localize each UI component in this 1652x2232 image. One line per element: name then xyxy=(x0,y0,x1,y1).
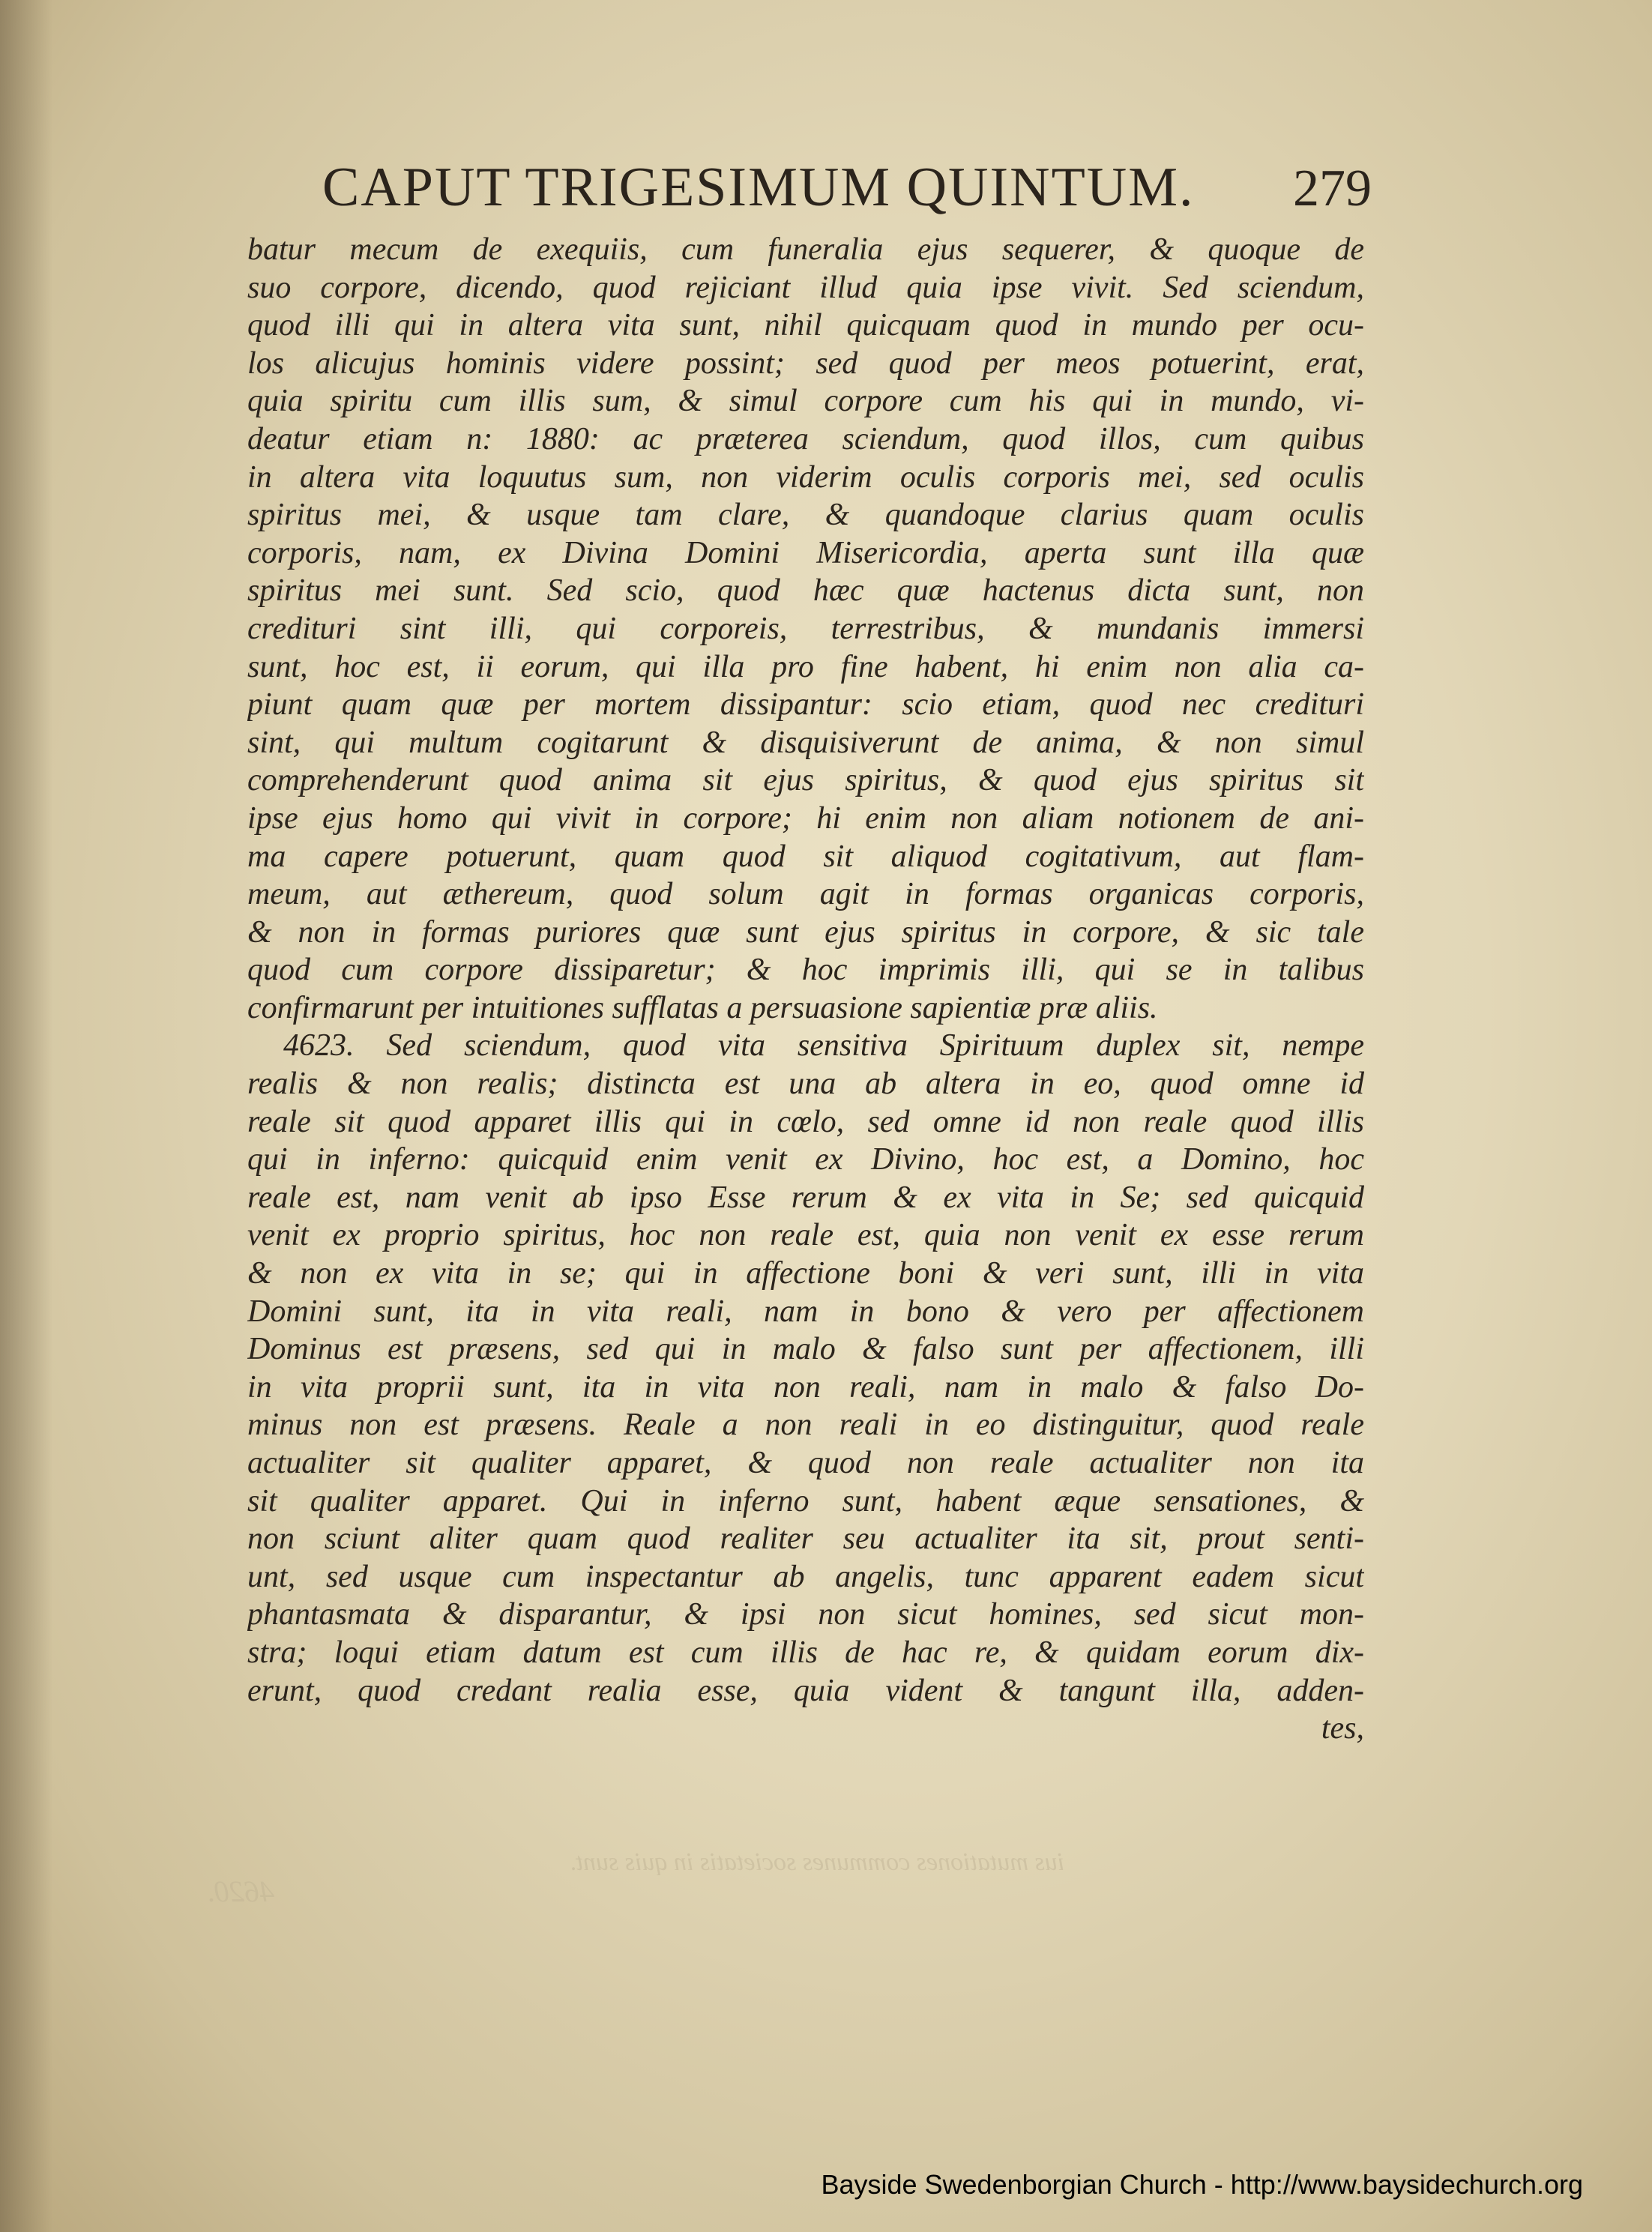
text-line: realis & non realis; distincta est una ab altera in eo, quod omne id xyxy=(247,1067,1364,1102)
text-line: sint, qui multum cogitarunt & disquisiverunt de anima, & non simul xyxy=(247,725,1364,760)
text-line: reale est, nam venit ab ipso Esse rerum & ex vita in Se; sed quicquid xyxy=(247,1180,1364,1215)
text-line: suo corpore, dicendo, quod rejiciant illud quia ipse vivit. Sed sciendum, xyxy=(247,270,1364,305)
running-title: CAPUT TRIGESIMUM QUINTUM. xyxy=(322,157,1195,218)
text-line: qui in inferno: quicquid enim venit ex Divino, hoc est, a Domino, hoc xyxy=(247,1142,1364,1177)
paragraph-start-line: 4623. Sed sciendum, quod vita sensitiva Spirituum duplex sit, nempe xyxy=(283,1028,1364,1064)
text-line: piunt quam quæ per mortem dissipantur: scio etiam, quod nec credituri xyxy=(247,687,1364,723)
text-line: meum, aut æthereum, quod solum agit in formas organicas corporis, xyxy=(247,877,1364,912)
bleed-through-text: ius mutationes communes societatis in quis sunt. xyxy=(570,1848,1065,1876)
page-number: 279 xyxy=(1293,160,1372,217)
text-line: actualiter sit qualiter apparet, & quod non reale actualiter non ita xyxy=(247,1446,1364,1480)
text-line: batur mecum de exequiis, cum funeralia ejus sequerer, & quoque de xyxy=(247,232,1364,267)
watermark-credit: Bayside Swedenborgian Church - http://www.baysidechurch.org xyxy=(821,2169,1583,2200)
text-line: quod illi qui in altera vita sunt, nihil quicquam quod in mundo per ocu- xyxy=(247,308,1364,343)
text-line: quia spiritu cum illis sum, & simul corpore cum his qui in mundo, vi- xyxy=(247,384,1364,419)
bleed-through-number: 4620. xyxy=(207,1874,274,1908)
text-line: corporis, nam, ex Divina Domini Misericordia, aperta sunt illa quæ xyxy=(247,535,1364,570)
binding-shadow xyxy=(0,0,52,2232)
text-line: los alicujus hominis videre possint; sed quod per meos potuerint, erat, xyxy=(247,346,1364,381)
text-line: venit ex proprio spiritus, hoc non reale est, quia non venit ex esse rerum xyxy=(247,1218,1364,1253)
text-line: minus non est præsens. Reale a non reali in eo distinguitur, quod reale xyxy=(247,1408,1364,1443)
text-line: in altera vita loquutus sum, non viderim oculis corporis mei, sed oculis xyxy=(247,459,1364,495)
text-line: sit qualiter apparet. Qui in inferno sunt, habent æque sensationes, & xyxy=(247,1483,1364,1518)
text-line: deatur etiam n: 1880: ac præterea sciendum, quod illos, cum quibus xyxy=(247,421,1364,456)
text-line: confirmarunt per intuitiones sufflatas a persuasione sapientiæ præ aliis. xyxy=(247,990,1158,1025)
text-line: reale sit quod apparet illis qui in cœlo, sed omne id non reale quod illis xyxy=(247,1104,1364,1139)
text-line: sunt, hoc est, ii eorum, qui illa pro fine habent, hi enim non alia ca- xyxy=(247,649,1364,684)
text-line: non sciunt aliter quam quod realiter seu actualiter ita sit, prout senti- xyxy=(247,1521,1364,1557)
text-line: ma capere potuerunt, quam quod sit aliquod cogitativum, aut flam- xyxy=(247,839,1364,874)
text-line: stra; loqui etiam datum est cum illis de hac re, & quidam eorum dix- xyxy=(247,1635,1364,1670)
text-line: unt, sed usque cum inspectantur ab angelis, tunc apparent eadem sicut xyxy=(247,1559,1364,1594)
text-line: & non ex vita in se; qui in affectione boni & veri sunt, illi in vita xyxy=(247,1256,1364,1291)
text-line: erunt, quod credant realia esse, quia vident & tangunt illa, adden- xyxy=(247,1673,1364,1708)
text-line: Dominus est præsens, sed qui in malo & falso sunt per affectionem, illi xyxy=(247,1332,1364,1367)
text-line: ipse ejus homo qui vivit in corpore; hi enim non aliam notionem de ani- xyxy=(247,800,1364,836)
text-line: & non in formas puriores quæ sunt ejus spiritus in corpore, & sic tale xyxy=(247,914,1364,950)
body-text xyxy=(247,231,1364,1748)
text-line: quod cum corpore dissiparetur; & hoc imprimis illi, qui se in talibus xyxy=(247,953,1364,988)
text-line: Domini sunt, ita in vita reali, nam in bono & vero per affectionem xyxy=(247,1294,1364,1329)
catchword: tes, xyxy=(1321,1711,1364,1746)
text-line: credituri sint illi, qui corporeis, terrestribus, & mundanis immersi xyxy=(247,611,1364,646)
running-head xyxy=(322,148,1372,231)
text-line: phantasmata & disparantur, & ipsi non sicut homines, sed sicut mon- xyxy=(247,1597,1364,1632)
text-line: spiritus mei sunt. Sed scio, quod hæc quæ hactenus dicta sunt, non xyxy=(247,573,1364,609)
text-line: comprehenderunt quod anima sit ejus spiritus, & quod ejus spiritus sit xyxy=(247,763,1364,798)
text-line: spiritus mei, & usque tam clare, & quandoque clarius quam oculis xyxy=(247,498,1364,533)
text-line: in vita proprii sunt, ita in vita non reali, nam in malo & falso Do- xyxy=(247,1369,1364,1405)
